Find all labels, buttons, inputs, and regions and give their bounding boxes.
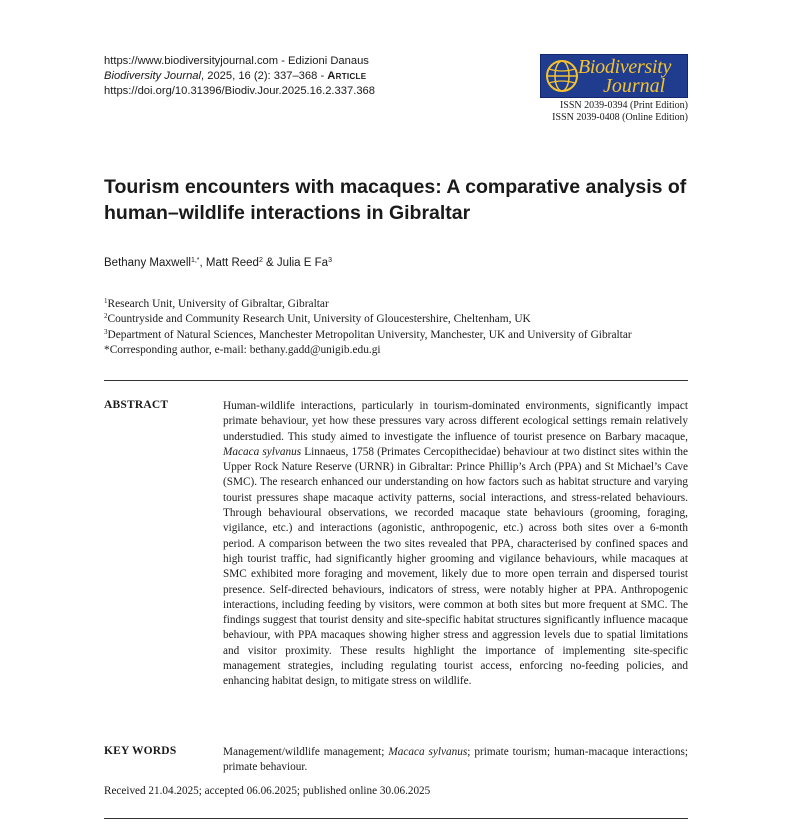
logo-text-line2: Journal: [603, 75, 666, 97]
keywords-text: [223, 745, 688, 776]
affiliation-mark: 2: [104, 312, 108, 321]
affiliation-item: [104, 328, 704, 343]
author-name: Matt Reed: [205, 257, 259, 269]
divider: [104, 818, 688, 819]
affiliation-mark: 1: [104, 297, 108, 305]
affiliations: [104, 297, 704, 358]
author-affiliation-mark: 1,*: [190, 257, 200, 264]
author-list: [104, 257, 332, 269]
logo-text-line1: Biodiversity: [578, 56, 672, 78]
abstract-label: ABSTRACT: [104, 399, 169, 411]
citation-journal-name: Biodiversity Journal: [104, 70, 202, 82]
author-affiliation-mark: 2: [258, 257, 263, 264]
issn-block: [520, 100, 688, 123]
author-name: Julia E Fa: [276, 257, 329, 269]
affiliation-text: Research Unit, University of Gibraltar, Gibraltar: [107, 298, 329, 310]
affiliation-text: Department of Natural Sciences, Manchester Metropolitan University, Manchester, UK and University of Gibraltar: [107, 328, 632, 341]
corresponding-author: *Corresponding author, e-mail: bethany.gadd@unigib.edu.gi: [104, 343, 381, 356]
affiliation-mark: 3: [104, 327, 108, 336]
abstract-text: [223, 399, 688, 690]
author-name: Bethany Maxwell: [104, 257, 191, 269]
keywords-species-name: Macaca sylvanus: [388, 746, 468, 758]
journal-website[interactable]: https://www.biodiversityjournal.com - Edizioni Danaus: [104, 55, 369, 67]
author-separator: ,: [199, 257, 206, 269]
publication-dates: Received 21.04.2025; accepted 06.06.2025; published online 30.06.2025: [104, 785, 431, 797]
journal-citation: [104, 69, 404, 84]
affiliation-item: [104, 297, 704, 312]
citation-volume-pages: , 2025, 16 (2): 337–368 -: [201, 70, 328, 82]
keywords-label: KEY WORDS: [104, 745, 177, 757]
journal-logo: [540, 54, 688, 98]
doi-link[interactable]: https://doi.org/10.31396/Biodiv.Jour.2025.16.2.337.368: [104, 85, 375, 97]
author-affiliation-mark: 3: [328, 257, 332, 264]
globe-icon: [544, 58, 580, 94]
keywords-text-part: Management/wildlife management;: [223, 746, 389, 758]
abstract-species-name: Macaca sylvanus: [223, 445, 302, 458]
abstract-text-part: Human-wildlife interactions, particularly in tourism-dominated environments, significantly impact primate behaviour, yet how these pressures vary across different ecological settings remain relatively understudied. This study aimed to investigate the influence of tourist presence on Barbary macaque,: [223, 400, 688, 443]
author-separator: &: [262, 257, 277, 269]
divider: [104, 380, 688, 381]
issn-print: ISSN 2039-0394 (Print Edition): [559, 100, 688, 111]
affiliation-item: [104, 312, 704, 327]
affiliation-text: Countryside and Community Research Unit, University of Gloucestershire, Cheltenham, UK: [107, 313, 531, 326]
article-type: Article: [327, 70, 367, 82]
abstract-text-part: Linnaeus, 1758 (Primates Cercopithecidae) behaviour at two distinct sites within the Upper Rock Nature Reserve (URNR) in Gibraltar: Prince Phillip’s Arch (PPA) and St Michael’s Cave (SMC). The research enhanced our understanding on how factors such as habitat structure and varying tourist pressures shape macaque activity patterns, social interactions, and stress-related behaviours. Through behavioural observations, we recorded macaque state behaviours (grooming, foraging, vigilance, etc.) and interactions (agonistic, anthropogenic, etc.) across both sites over a 6-month period. A comparison between the two sites revealed that PPA, characterised by confined spaces and high tourist traffic, had significantly higher grooming and vigilance behaviours, while macaques at SMC exhibited more foraging and movement, likely due to more open terrain and dispersed tourist presence. Self-directed behaviours, indicators of stress, were notably higher at PPA. Anthropogenic interactions, including feeding by visitors, were common at both sites but more frequent at SMC. The findings suggest that tourist density and site-specific habitat structures significantly influence macaque behaviour, with PPA macaques showing higher stress and aggression levels due to spatial limitations and visitor proximity. These results highlight the importance of implementing site-specific management strategies, including regulating tourist access, enforcing no-feeding policies, and enhancing habitat design, to mitigate stress on wildlife.: [223, 445, 688, 688]
journal-header: [104, 54, 404, 99]
keywords-text-part: ; primate tourism; human-macaque interactions; primate behaviour.: [223, 746, 689, 774]
issn-online: ISSN 2039-0408 (Online Edition): [552, 111, 688, 123]
article-title: Tourism encounters with macaques: A comparative analysis of human–wildlife interactions in Gibraltar: [104, 176, 687, 224]
